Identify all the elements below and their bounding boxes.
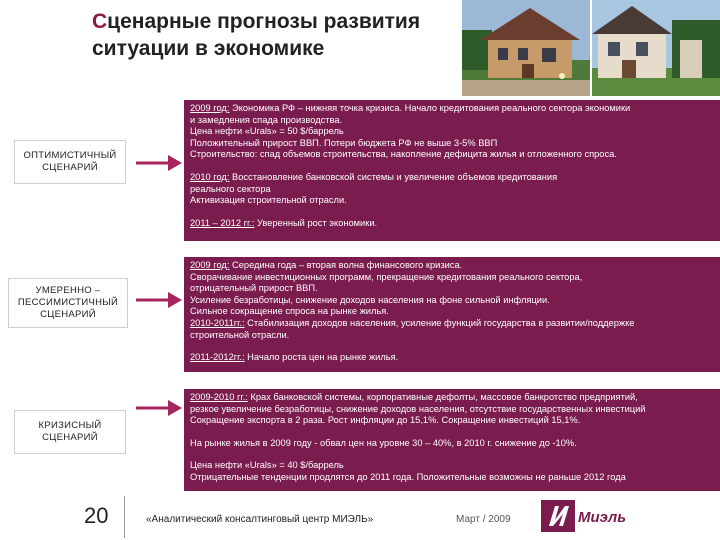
- right-arrow-icon: [126, 397, 184, 419]
- scenario-label-moderate: [8, 278, 128, 328]
- line-text: Активизация строительной отрасли.: [190, 195, 347, 206]
- line-text: и замедления спада производства.: [190, 114, 343, 125]
- right-arrow-icon: [126, 152, 184, 174]
- line-text: Строительство: спад объемов строительства, накопление дефицита жилья и отложенного спроса.: [190, 149, 617, 160]
- title-text: ценарные прогнозы развития ситуации в экономике: [92, 10, 421, 60]
- scenario-text-line: [190, 126, 720, 138]
- period-label: 2011-2012гг.:: [190, 352, 245, 363]
- footer-divider: [124, 496, 125, 538]
- scenario-text-line: [190, 460, 720, 472]
- scenario-text-line: [190, 392, 720, 404]
- line-text: строительной отрасли.: [190, 329, 290, 340]
- title-first-letter: С: [92, 10, 108, 33]
- scenario-text-line: [190, 318, 720, 330]
- logo-text: Миэль: [578, 509, 627, 526]
- header-photos: [462, 0, 720, 96]
- period-label: 2011 – 2012 гг.:: [190, 217, 255, 228]
- scenario-label-line: ПЕССИМИСТИЧНЫЙ: [17, 297, 119, 308]
- scenario-text-line: [190, 306, 720, 318]
- scenario-label-line: УМЕРЕННО –: [35, 285, 101, 296]
- line-text: Уверенный рост экономики.: [254, 217, 378, 228]
- scenario-panel-crisis: [184, 389, 720, 491]
- scenario-panel-optimistic: [184, 100, 720, 241]
- line-text: Цена нефти «Urals» = 40 $/баррель: [190, 460, 344, 471]
- line-text: Восстановление банковской системы и увеличение объемов кредитования: [229, 171, 558, 182]
- scenario-label-line: КРИЗИСНЫЙ: [38, 420, 102, 431]
- scenario-text-line: [190, 195, 720, 207]
- scenario-text-line: [190, 172, 720, 184]
- line-text: Сворачивание инвестиционных программ, прекращение кредитования реального сектора,: [190, 271, 583, 282]
- scenario-text-line: [190, 330, 720, 342]
- line-gap: [190, 341, 720, 352]
- line-text: Стабилизация доходов населения, усиление функций государства в развитии/поддержке: [244, 317, 635, 328]
- scenario-text-line: [190, 352, 720, 364]
- scenario-text-line: [190, 184, 720, 196]
- line-text: Сильное сокращение спроса на рынке жилья.: [190, 306, 389, 317]
- scenario-text-line: [190, 283, 720, 295]
- scenario-label-crisis: [14, 410, 126, 454]
- page-title: [92, 8, 422, 62]
- line-gap: [190, 449, 720, 460]
- line-text: Крах банковской системы, корпоративные дефолты, массовое банкротство предприятий,: [247, 392, 638, 402]
- right-arrow-icon: [128, 289, 184, 311]
- line-gap: [190, 427, 720, 438]
- scenario-text-line: [190, 260, 720, 272]
- scenario-text-line: [190, 149, 720, 161]
- line-gap: [190, 207, 720, 218]
- slide-date: Март / 2009: [456, 514, 511, 525]
- house-photo-1: [462, 0, 590, 96]
- line-text: реального сектора: [190, 183, 271, 194]
- house-photo-2: [592, 0, 720, 96]
- scenario-text-line: [190, 272, 720, 284]
- scenario-text-line: [190, 404, 720, 416]
- scenario-text-line: [190, 472, 720, 484]
- scenario-text-line: [190, 115, 720, 127]
- line-text: Середина года – вторая волна финансового кризиса.: [229, 260, 463, 270]
- line-text: На рынке жилья в 2009 году - обвал цен на уровне 30 – 40%, в 2010 г. снижение до -10%.: [190, 437, 577, 448]
- line-text: отрицательный прирост ВВП.: [190, 283, 318, 294]
- line-text: резкое увеличение безработицы, снижение доходов населения, отсутствие государственных инвестиций: [190, 403, 646, 414]
- scenario-label-line: СЦЕНАРИЙ: [40, 309, 96, 320]
- line-text: Цена нефти «Urals» = 50 $/баррель: [190, 126, 344, 137]
- scenario-text-line: [190, 295, 720, 307]
- period-label: 2010-2011гг.:: [190, 317, 245, 328]
- line-gap: [190, 161, 720, 172]
- line-text: Начало роста цен на рынке жилья.: [244, 352, 399, 363]
- scenario-text-line: [190, 415, 720, 427]
- scenario-panel-moderate: [184, 257, 720, 372]
- period-label: 2010 год:: [190, 171, 230, 182]
- scenario-label-line: СЦЕНАРИЙ: [42, 432, 98, 443]
- scenario-label-optimistic: [14, 140, 126, 184]
- line-text: Сокращение экспорта в 2 раза. Рост инфляции до 15,1%. Сокращение инвестиций 15,1%.: [190, 415, 581, 426]
- page-number: 20: [84, 503, 109, 528]
- scenario-text-line: [190, 138, 720, 150]
- scenario-text-line: [190, 438, 720, 450]
- line-text: Экономика РФ – нижняя точка кризиса. Начало кредитования реального сектора экономики: [229, 103, 631, 113]
- scenario-text-line: [190, 103, 720, 115]
- scenario-label-line: СЦЕНАРИЙ: [42, 162, 98, 173]
- period-label: 2009 год:: [190, 260, 230, 270]
- company-name: «Аналитический консалтинговый центр МИЭЛЬ»: [146, 514, 374, 525]
- period-label: 2009 год:: [190, 103, 230, 113]
- scenario-text-line: [190, 218, 720, 230]
- period-label: 2009-2010 гг.:: [190, 392, 248, 402]
- scenario-label-line: ОПТИМИСТИЧНЫЙ: [23, 150, 117, 161]
- line-text: Отрицательные тенденции продлятся до 2011 года. Положительные возможны не раньше 2012 года: [190, 471, 626, 482]
- line-text: Положительный прирост ВВП. Потери бюджета РФ не выше 3-5% ВВП: [190, 137, 498, 148]
- line-text: Усиление безработицы, снижение доходов населения на фоне сильной инфляции.: [190, 294, 550, 305]
